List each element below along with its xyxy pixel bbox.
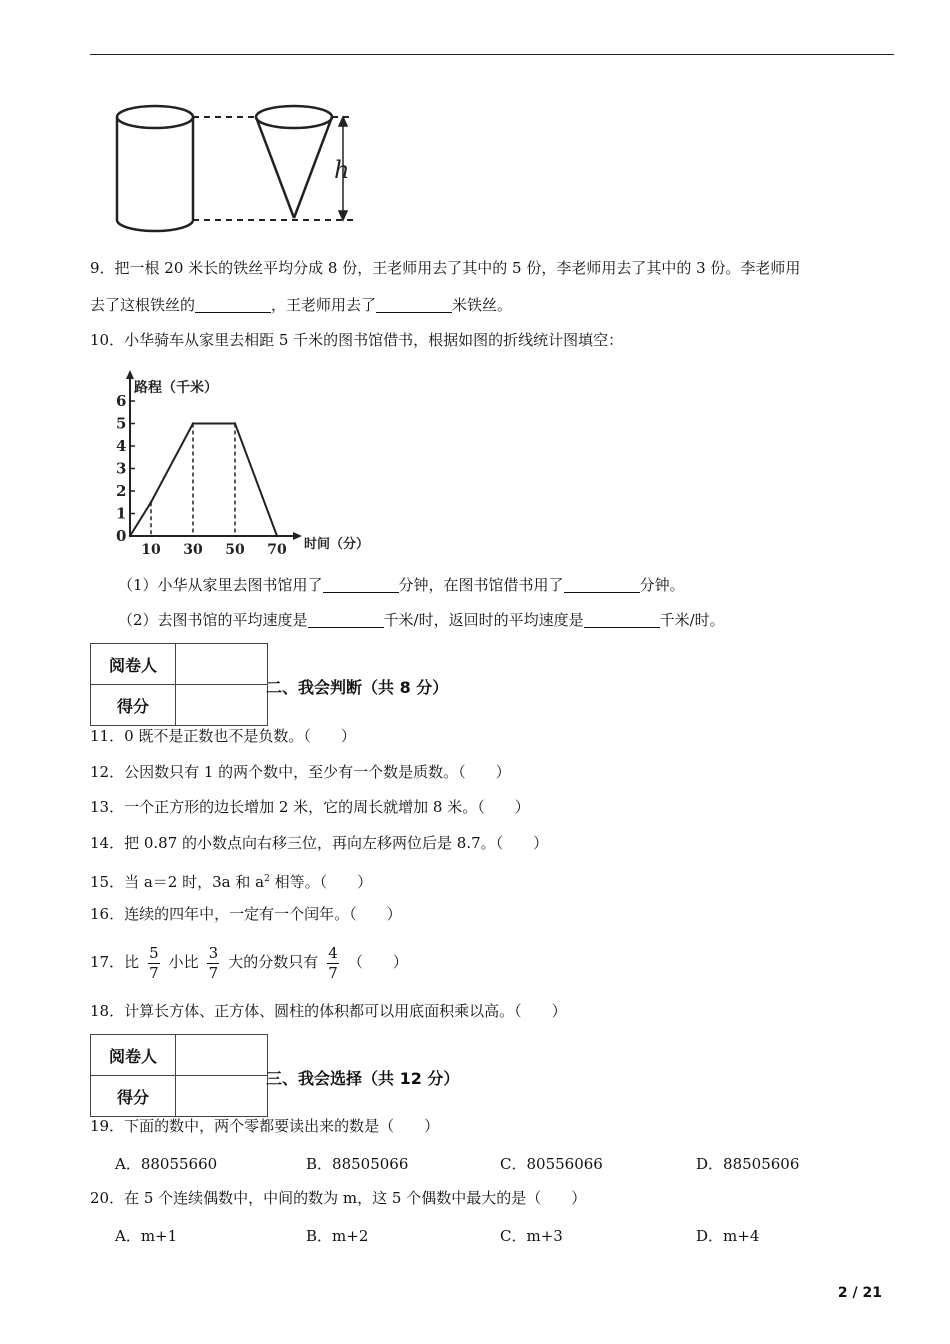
- section2-score-table: [90, 643, 268, 726]
- height-label: h: [334, 156, 350, 184]
- y-tick-label: 6: [116, 392, 127, 410]
- q19-option-d[interactable]: D．88505606: [696, 1155, 800, 1173]
- score-label: 得分: [91, 1076, 176, 1117]
- q16: 16．连续的四年中，一定有一个闰年。（ ）: [90, 905, 402, 923]
- x-tick-label: 30: [183, 542, 203, 558]
- series-line: [130, 424, 277, 537]
- data-point: [150, 501, 152, 503]
- q10-text: 10．小华骑车从家里去相距 5 千米的图书馆借书，根据如图的折线统计图填空：: [90, 331, 624, 349]
- page-number: 2 / 21: [837, 1285, 882, 1301]
- fraction-4-7: $\frac{4}{7}$: [328, 943, 338, 982]
- reviewer-cell[interactable]: [176, 644, 268, 685]
- q20-option-a[interactable]: A．m+1: [115, 1227, 178, 1245]
- x-tick-label: 10: [141, 542, 161, 558]
- q17: 17．比 $\frac{5}{7}$ 小比 $\frac{3}{7}$ 大的分数只有 $\frac{4}{7}$ （ ）: [90, 943, 408, 982]
- q13: 13．一个正方形的边长增加 2 米，它的周长就增加 8 米。（ ）: [90, 798, 530, 816]
- reviewer-cell[interactable]: [176, 1035, 268, 1076]
- q9-blank-1[interactable]: [195, 297, 271, 313]
- header-rule: [90, 54, 894, 55]
- y-tick-label: 2: [116, 482, 127, 500]
- x-tick-label: 50: [225, 542, 245, 558]
- cylinder-bottom: [117, 220, 193, 231]
- x-axis-arrow: [293, 532, 302, 540]
- q10-blank-2[interactable]: [564, 577, 640, 593]
- y-tick-label: 0: [116, 527, 127, 545]
- data-point: [234, 422, 236, 424]
- y-tick-label: 4: [116, 437, 127, 455]
- q20-option-c[interactable]: C．m+3: [500, 1227, 563, 1245]
- fraction-3-7: $\frac{3}{7}$: [208, 943, 219, 982]
- x-tick-label: 70: [267, 542, 287, 558]
- data-point: [192, 422, 194, 424]
- q10-blank-4[interactable]: [584, 612, 660, 628]
- q20-option-b[interactable]: B．m+2: [306, 1227, 369, 1245]
- score-cell[interactable]: [176, 685, 268, 726]
- score-cell[interactable]: [176, 1076, 268, 1117]
- q19-option-b[interactable]: B．88505066: [306, 1155, 409, 1173]
- cylinder-top: [117, 106, 193, 128]
- q19-option-c[interactable]: C．80556066: [500, 1155, 603, 1173]
- score-label: 得分: [91, 685, 176, 726]
- q14: 14．把 0.87 的小数点向右移三位，再向左移两位后是 8.7。（ ）: [90, 834, 549, 852]
- section2-title: 二、我会判断（共 8 分）: [266, 678, 449, 697]
- q19-option-a[interactable]: A．88055660: [115, 1155, 218, 1173]
- data-point: [276, 535, 278, 537]
- q9-line2: 去了这根铁丝的 ，王老师用去了 米铁丝。: [90, 296, 513, 314]
- section3-score-table: [90, 1034, 268, 1117]
- distance-time-chart: [108, 366, 378, 561]
- y-tick-label: 3: [116, 459, 127, 478]
- q15-exponent: 2: [264, 874, 270, 884]
- cylinder-cone-figure: [108, 98, 358, 238]
- y-tick-label: 5: [116, 414, 127, 433]
- q10-sub2: （2）去图书馆的平均速度是 千米/时，返回时的平均速度是 千米/时。: [118, 611, 725, 629]
- cone-top: [256, 106, 332, 128]
- q9-blank-2[interactable]: [376, 297, 452, 313]
- fraction-5-7: $\frac{5}{7}$: [149, 943, 159, 982]
- x-axis-label: 时间（分）: [304, 537, 370, 552]
- y-axis-label: 路程（千米）: [134, 380, 218, 396]
- reviewer-label: 阅卷人: [91, 644, 176, 685]
- q20-option-d[interactable]: D．m+4: [696, 1227, 760, 1245]
- y-axis-arrow: [126, 370, 134, 379]
- data-point: [129, 535, 131, 537]
- q15: 15．当 a＝2 时，3a 和 $a^2$ 相等。（ ）: [90, 873, 373, 891]
- reviewer-label: 阅卷人: [91, 1035, 176, 1076]
- q20: 20．在 5 个连续偶数中，中间的数为 m，这 5 个偶数中最大的是（ ）: [90, 1189, 587, 1207]
- q10-blank-3[interactable]: [308, 612, 384, 628]
- q18: 18．计算长方体、正方体、圆柱的体积都可以用底面积乘以高。（ ）: [90, 1002, 567, 1020]
- q11: 11．0 既不是正数也不是负数。（ ）: [90, 727, 356, 745]
- q19: 19．下面的数中，两个零都要读出来的数是（ ）: [90, 1117, 440, 1135]
- y-tick-label: 1: [116, 504, 127, 523]
- section3-title: 三、我会选择（共 12 分）: [266, 1069, 460, 1088]
- q9-line1: 9．把一根 20 米长的铁丝平均分成 8 份，王老师用去了其中的 5 份，李老师用去了其中的 3 份。李老师用: [90, 259, 801, 277]
- q10-sub1: （1）小华从家里去图书馆用了 分钟，在图书馆借书用了 分钟。: [118, 576, 685, 594]
- q12: 12．公因数只有 1 的两个数中，至少有一个数是质数。（ ）: [90, 763, 511, 781]
- q10-blank-1[interactable]: [323, 577, 399, 593]
